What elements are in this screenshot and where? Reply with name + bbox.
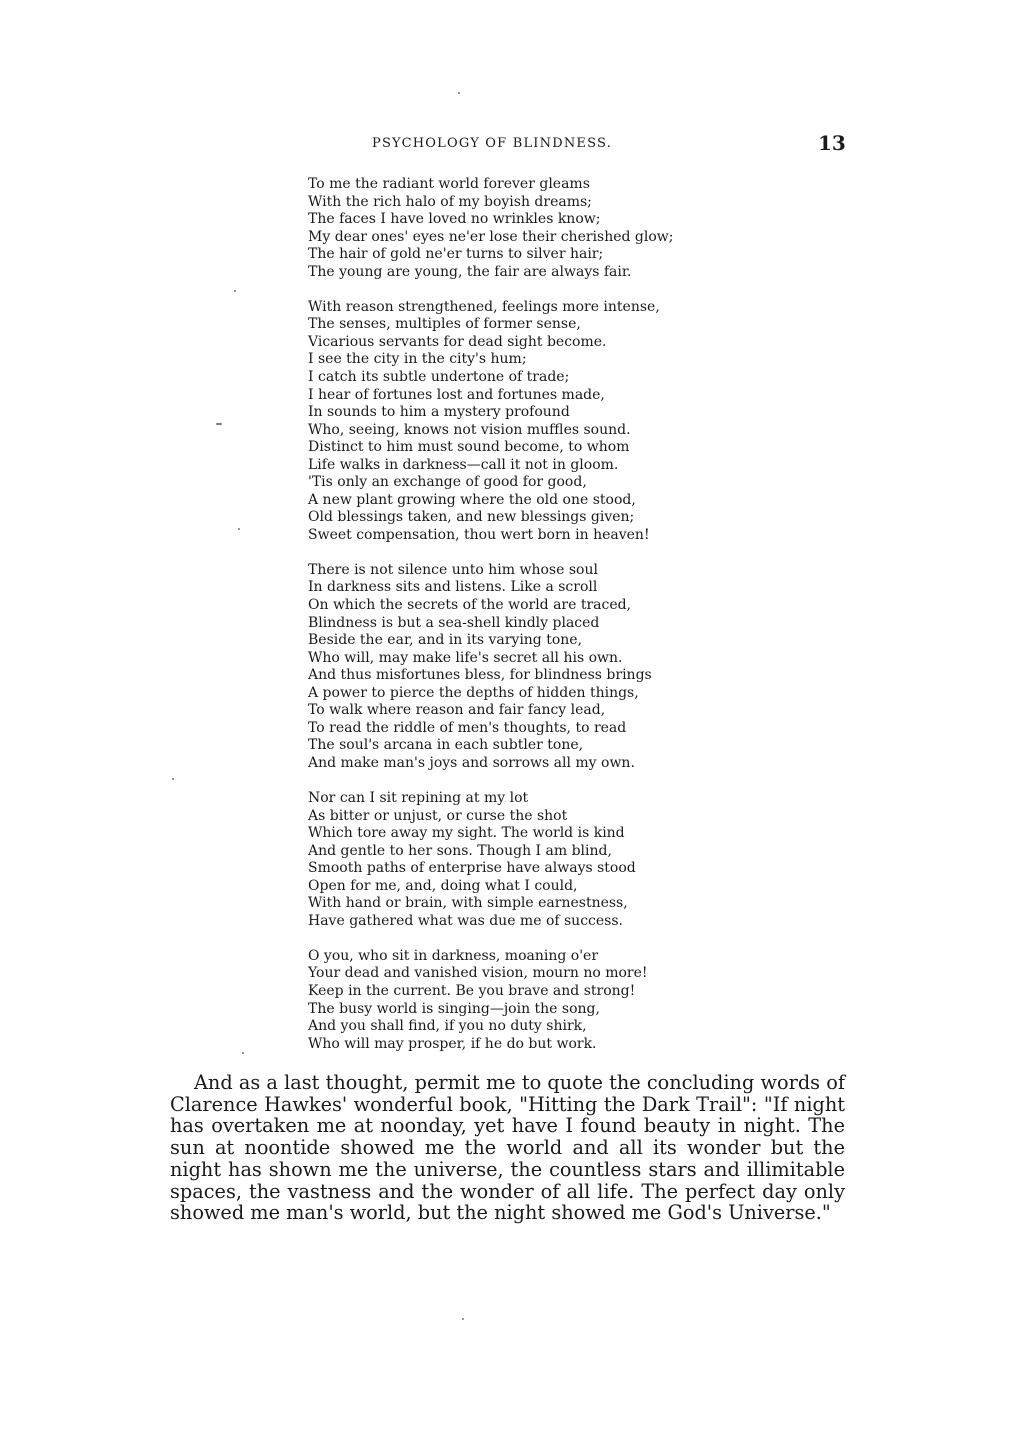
poem-line: The senses, multiples of former sense, [308, 316, 581, 333]
poem-line: I see the city in the city's hum; [308, 351, 527, 368]
scan-speck [216, 423, 222, 425]
poem-line: A power to pierce the depths of hidden things, [308, 684, 639, 701]
poem-line: Who will may prosper, if he do but work. [308, 1035, 597, 1052]
poem-stanza-2 [308, 299, 738, 545]
poem-line: My dear ones' eyes ne'er lose their cherished glow; [308, 228, 674, 245]
poem-line: Distinct to him must sound become, to whom [308, 439, 630, 456]
poem-line: Sweet compensation, thou wert born in heaven! [308, 526, 650, 543]
scan-speck [234, 290, 236, 292]
poem-line: In sounds to him a mystery profound [308, 404, 570, 421]
poem-line: Your dead and vanished vision, mourn no more! [308, 965, 648, 982]
poem-line: The soul's arcana in each subtler tone, [308, 737, 584, 754]
poem-line: As bitter or unjust, or curse the shot [308, 807, 568, 824]
scan-speck [172, 778, 174, 780]
poem-line: To walk where reason and fair fancy lead, [308, 702, 606, 719]
poem-line: Blindness is but a sea-shell kindly placed [308, 614, 600, 631]
poem-line: The faces I have loved no wrinkles know; [308, 211, 601, 228]
poem-line: 'Tis only an exchange of good for good, [308, 474, 587, 491]
closing-paragraph: And as a last thought, permit me to quote the concluding words of Clarence Hawkes' wonderful book, "Hitting the Dark Trail": "If night has overtaken me at noonday, yet have I found beauty in night. The sun at noontide showed me the world and all its wonder but the night has shown me the universe, the countless stars and illimitable spaces, the vastness and the wonder of all life. The perfect day only showed me man's world, but the night showed me God's Universe." [170, 1071, 845, 1225]
poem-stanza-3 [308, 562, 738, 773]
poem-line: To me the radiant world forever gleams [308, 176, 590, 192]
poem-stanza-1 [308, 176, 738, 281]
poem-line: Nor can I sit repining at my lot [308, 790, 529, 806]
poem-line: The busy world is singing—join the song, [308, 1000, 600, 1017]
poem-line: And thus misfortunes bless, for blindness brings [308, 667, 652, 684]
poem-stanza-4 [308, 790, 738, 930]
poem-line: The hair of gold ne'er turns to silver hair; [308, 246, 604, 263]
poem-line: Beside the ear, and in its varying tone, [308, 632, 583, 649]
poem-line: I hear of fortunes lost and fortunes made, [308, 386, 605, 403]
poem-stanza-5 [308, 948, 738, 1053]
poem-line: O you, who sit in darkness, moaning o'er [308, 947, 599, 964]
poem-line: There is not silence unto him whose soul [308, 561, 598, 578]
poem-line: On which the secrets of the world are traced, [308, 597, 632, 614]
poem-line: And you shall find, if you no duty shirk, [308, 1018, 587, 1035]
poem-line: Who, seeing, knows not vision muffles sound. [308, 421, 631, 438]
scan-speck [242, 1052, 244, 1054]
poem-line: Keep in the current. Be you brave and strong! [308, 982, 636, 999]
page-number: 13 [818, 131, 846, 155]
poem-line: In darkness sits and listens. Like a scroll [308, 579, 598, 596]
poem-line: A new plant growing where the old one stood, [308, 491, 636, 508]
running-head: PSYCHOLOGY OF BLINDNESS. [372, 136, 612, 151]
poem-line: Open for me, and, doing what I could, [308, 877, 578, 894]
poem-line: Which tore away my sight. The world is kind [308, 825, 625, 842]
poem [308, 176, 738, 1071]
poem-line: With hand or brain, with simple earnestness, [308, 895, 628, 912]
poem-line: Smooth paths of enterprise have always stood [308, 860, 636, 877]
scan-speck [458, 92, 460, 94]
poem-line: To read the riddle of men's thoughts, to read [308, 719, 627, 736]
poem-line: Have gathered what was due me of success. [308, 912, 623, 929]
poem-line: Life walks in darkness—call it not in gloom. [308, 456, 619, 473]
poem-line: I catch its subtle undertone of trade; [308, 368, 570, 385]
poem-line: And make man's joys and sorrows all my own. [308, 754, 635, 771]
poem-line: With the rich halo of my boyish dreams; [308, 193, 592, 210]
poem-line: Old blessings taken, and new blessings given; [308, 509, 635, 526]
poem-line: The young are young, the fair are always fair. [308, 263, 632, 280]
poem-line: Who will, may make life's secret all his own. [308, 649, 623, 666]
scan-speck [238, 528, 240, 530]
poem-line: And gentle to her sons. Though I am blind, [308, 842, 612, 859]
poem-line: With reason strengthened, feelings more intense, [308, 298, 660, 315]
scan-speck [462, 1318, 464, 1320]
poem-line: Vicarious servants for dead sight become. [308, 333, 607, 350]
